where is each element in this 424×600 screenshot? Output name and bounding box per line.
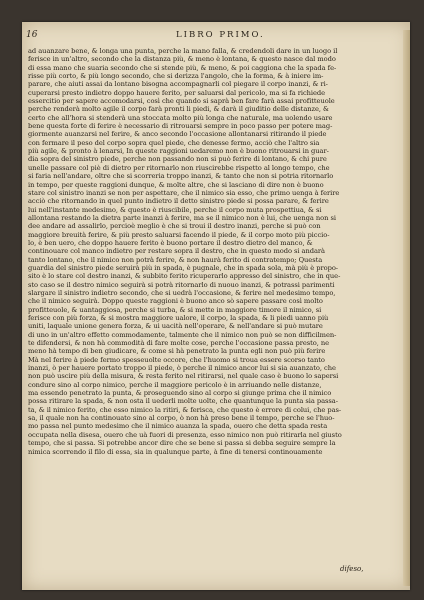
- text-line: acciò che ritornando in quel punto indietro il detto sinistro piede si possa parare, & ferire: [28, 197, 329, 206]
- text-line: lo, è ben uero, che doppo hauere ferito è buono portare il destro dietro del manco, &: [28, 238, 313, 247]
- text-line: perche renderà molto agile il corpo farà pronti li piedi, & darà il giuditio delle distanze, &: [28, 105, 329, 114]
- text-line: si faria nell'andare, oltre che si scorreria troppo inanzi, & tanto che non si potria ritornarlo: [28, 172, 334, 181]
- text-line: sito è lo stare col destro inanzi, & subbito ferito ricuperarlo appresso del sinistro, che in que-: [28, 272, 341, 281]
- page-edge: [403, 30, 410, 586]
- text-line: Mà nel ferire à piede fermo spesseuolte occore, che l'huomo si troua essere scorso tanto: [28, 355, 325, 364]
- text-line: tempo, che si passa. Si potrebbe ancor dire che se bene si passa si debba seguire sempre la: [28, 439, 336, 448]
- text-line: ferisce con più forza, & si mostra maggiore ualore, il corpo, la spada, & li piedi uanno più: [28, 314, 329, 322]
- text-line: ta, & il nimico ferito, che esso nimico la ritiri, & ferisca, che questo è errore di colui, che pas-: [28, 405, 342, 414]
- text-line: di uno in un'altro effetto commodamente, talmente che il nimico non può se non difficilmen-: [28, 330, 337, 339]
- text-line: cuperarsi presto indietro doppo hauere ferito, per saluarsi dal pericolo, ma si fa richiede: [28, 88, 326, 97]
- page-header: [26, 30, 386, 42]
- text-line: dee andare ad assalirlo, percioè meglio è che si troui il destro inanzi, perche si può con: [28, 222, 321, 231]
- text-line: dia sopra del sinistro piede, perche non passando non si può ferire di lontano, & chi pure: [28, 155, 327, 164]
- text-line: non può uscire più della misura, & resta ferito nel ritirarsi, nel quale caso è buono lo sapersi: [28, 372, 339, 381]
- text-line: mo passa nel punto medesimo che il nimico auanza la spada, ouero che detta spada resta: [28, 422, 328, 431]
- text-line: che il nimico seguirà. Doppo queste raggioni è buono anco sò sapere passare così molto: [28, 297, 323, 306]
- text-line: ma essendo penetrato la punta, & proseguendo sino al corpo si giunge prima che il nimico: [28, 389, 332, 398]
- text-line: risse più corto, & più longo secondo, che si derizza l'angolo, che la forma, & à iniere im-: [28, 72, 324, 81]
- text-line: unelle passare col piè di dietro per ritornarlo non riuscirebbe rispetto al longo tempo, che: [28, 163, 330, 172]
- body-text: [28, 47, 380, 562]
- text-line: certo che all'hora si stenderà una stoccata molto più longa che naturale, ma uolendo usare: [28, 113, 333, 122]
- text-line: uniti, laquale unione genera forza, & ui uacità nell'operare, & nell'andare si può mutare: [28, 322, 323, 331]
- text-line: condure sino al corpo nimico, perche il maggiore pericolo è in arriuando nelle distanze,: [28, 380, 322, 389]
- text-line: essercitio per sapere accomodarsi, così che quando si saprà ben fare farà assai profitteuole: [28, 97, 335, 106]
- text-line: continouare col manco indietro per restare sopra il destro, che in questo modo si andarà: [28, 247, 325, 256]
- text-line: nimica scorrendo il filo di essa, sia in qualunque parte, à fine di tenersi continouamente: [28, 447, 323, 456]
- text-line: maggiore breuità ferire, & più presto saluarsi facendo il piede, & il corpo moto più piccio-: [28, 230, 330, 239]
- text-line: più agile, & pronto à lenarsi, In queste raggioni uedaremo non è buono ritrouarsi in guar-: [28, 147, 329, 156]
- text-line: inanzi, ò per hauere portato troppo il piede, ò perche il nimico ancor lui si sia auanzato, che: [28, 364, 336, 373]
- text-line: sa, il quale non ha continouato sino al corpo, ò non hà preso bene il tempo, perche se l'huo-: [28, 414, 335, 423]
- text-line: sto caso se il destro nimico seguirà si potrà ritornarlo di nuouo inanzi, & potrassi parimenti: [28, 280, 335, 289]
- text-line: ferisce in un'altro, secondo che la distanza più, & meno è lontana, & questo nasce dal modo: [28, 55, 336, 64]
- text-line: te difendersi, & non hà commodità di fare molte cose, perche l'occasione passa presto, ne: [28, 339, 330, 348]
- text-line: slargare il sinistro indietro secondo, che si uedrà l'occasione, & ferire nel medesimo tempo,: [28, 288, 336, 297]
- text-line: ad auanzare bene, & longa una punta, perche la mano falla, & credendoli dare in un luogo il: [28, 47, 338, 55]
- text-line: possa ritirare la spada, & non osta il uederli molte uolte, che quantunque la punta sia passa-: [28, 397, 338, 406]
- text-line: occupata nella disesa, ouero che uà fuori di presenza, esso nimico non può ritirarla nel giusto: [28, 430, 342, 439]
- text-line: tanto lontano, che il nimico non potrà ferire, & non haurà ferito di contratempo; Questa: [28, 255, 323, 264]
- running-title: LIBRO PRIMO.: [176, 30, 265, 40]
- text-line: profitteuole, & uantaggiosa, perche si turba, & si mette in maggiore timore il nimico, si: [28, 305, 322, 314]
- text-line: bene questa forte di ferire è necessario di ritrouarsi sempre in poco passo per potere mag-: [28, 122, 333, 131]
- text-line: allontana restando la dietra parte inanzi à ferire, ma se il nimico non è lui, che uenga non si: [28, 213, 336, 222]
- text-line: parare, che aiuti assai da lontano bisogna accompagnarli col piegare il corpo inanzi, & ri-: [28, 80, 328, 89]
- catchword: difeso,: [340, 565, 364, 573]
- text-line: guardia del sinistro piede seruirà più in spada, è pugnale, che in spada sola, mà più è propo-: [28, 263, 339, 272]
- page-number: 16: [26, 30, 38, 40]
- text-line: con fermare il peso del corpo sopra quel piede, che denesse fermo, acciò che l'altro sia: [28, 138, 320, 147]
- text-line: lui nell'instante medesimo, & questo è riuscibile, perche il corpo muta prospettiua, & si: [28, 205, 322, 214]
- text-line: meno hà tempo di ben giudicare, & come si hà penetrato la punta egli non può più ferire: [28, 347, 326, 356]
- text-line: di essa mano che suaria secondo che si stende più, & meno, & poi caggiona che la spada fe-: [28, 63, 337, 72]
- text-line: in tempo, per queste raggioni dunque, & molte altre, che si lasciano di dire non è buono: [28, 180, 324, 189]
- text-line: stare col sinistro inanzi se non per aspettare, che il nimico sia esso, che primo uenga à ferire: [28, 188, 340, 197]
- text-line: giormente auanzarsi nel ferire, & anco secondo l'occasione allontanarsi ritirando il piede: [28, 130, 327, 139]
